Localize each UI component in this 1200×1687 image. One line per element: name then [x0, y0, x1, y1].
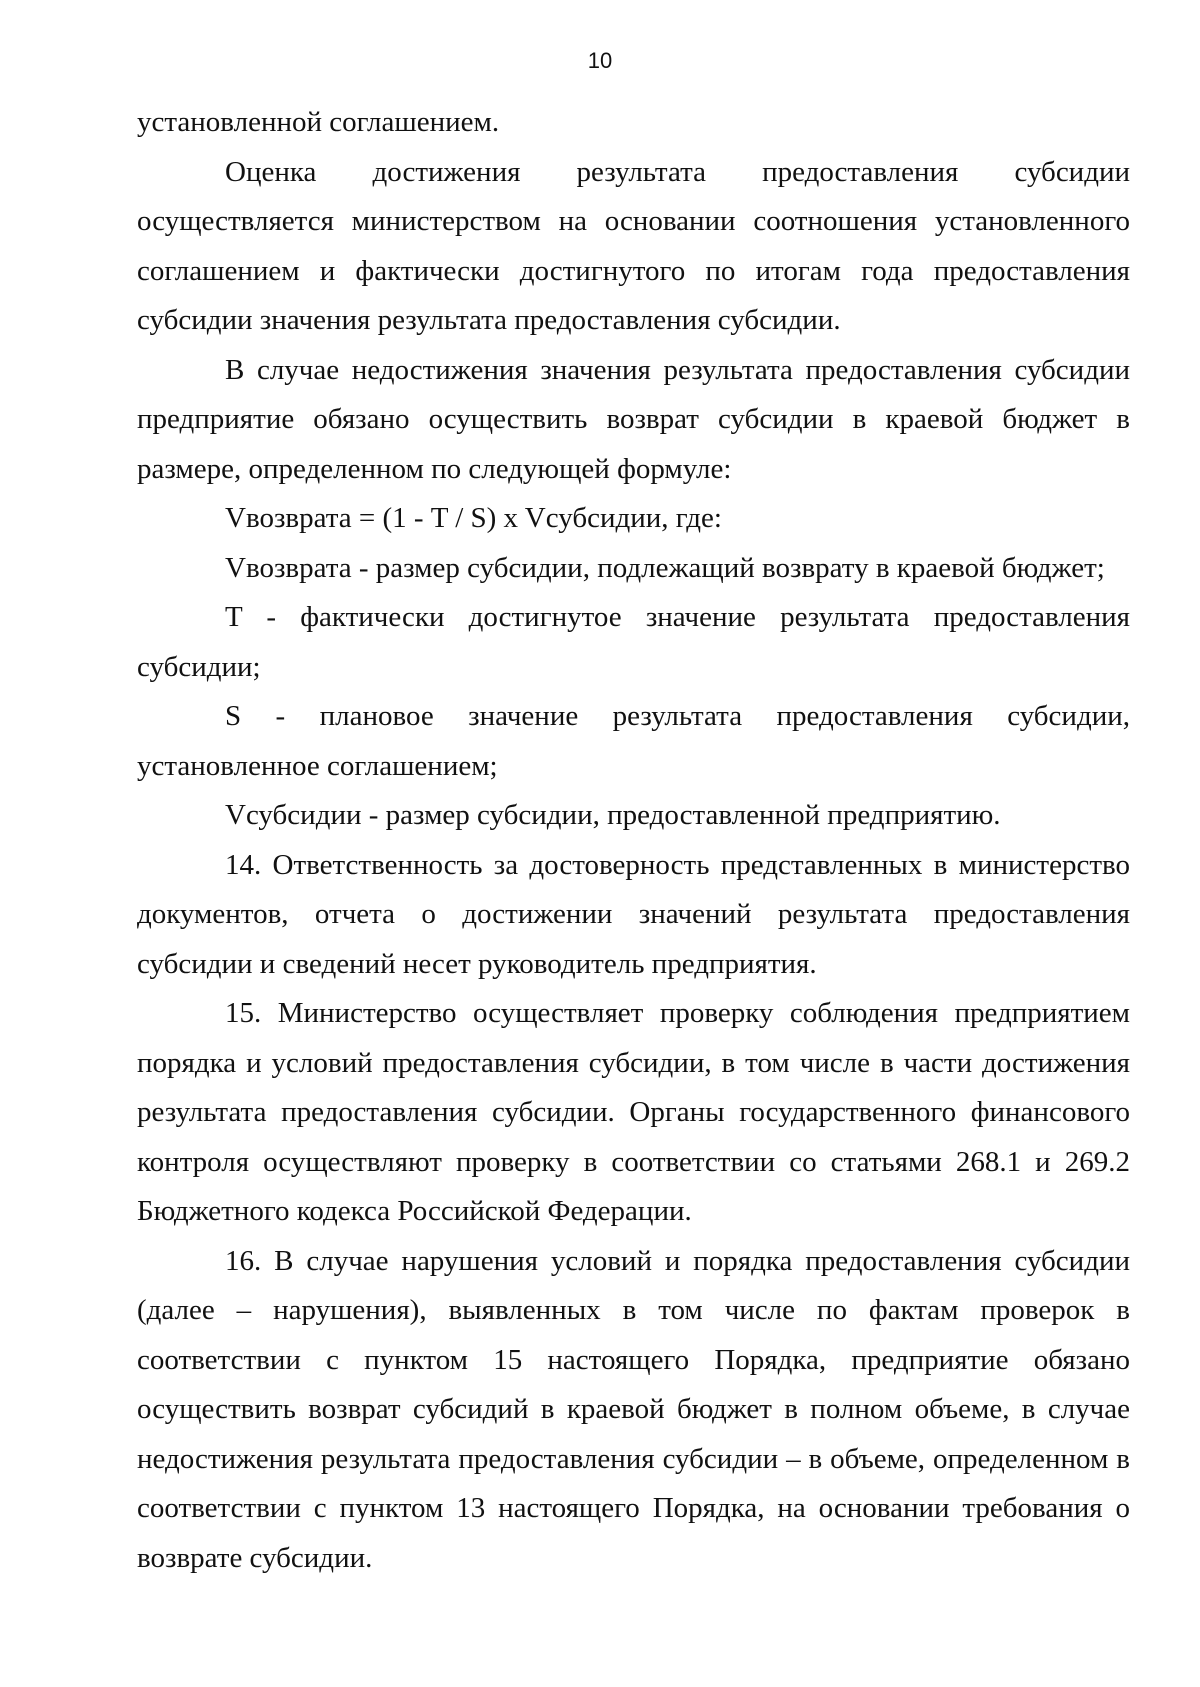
definition-s: S - плановое значение результата предоставления субсидии, установленное соглашением;	[137, 700, 1130, 782]
paragraph-14: 14. Ответственность за достоверность представленных в министерство документов, отчета о достижении значений результата предоставления субсидии и сведений несет руководитель предприятия.	[137, 848, 1130, 980]
definition-t: T - фактически достигнутое значение результата предоставления субсидии;	[137, 601, 1130, 683]
formula: Vвозврата = (1 - T / S) x Vсубсидии, где:	[225, 502, 722, 534]
continuation-line: установленной соглашением.	[137, 106, 500, 138]
paragraph-return-case: В случае недостижения значения результата предоставления субсидии предприятие обязано осуществить возврат субсидии в краевой бюджет в размере, определенном по следующей формуле:	[137, 353, 1130, 485]
document-body	[137, 98, 1130, 1583]
paragraph-15: 15. Министерство осуществляет проверку соблюдения предприятием порядка и условий предоставления субсидии, в том числе в части достижения результата предоставления субсидии. Органы государственного финансового контроля осуществляют проверку в соответствии со статьями 268.1 и 269.2 Бюджетного кодекса Российской Федерации.	[137, 997, 1130, 1227]
definition-v-subsidy: Vсубсидии - размер субсидии, предоставленной предприятию.	[225, 799, 1001, 831]
paragraph-evaluation: Оценка достижения результата предоставления субсидии осуществляется министерством на основании соотношения установленного соглашением и фактически достигнутого по итогам года предоставления субсидии значения результата предоставления субсидии.	[137, 155, 1130, 336]
paragraph-16: 16. В случае нарушения условий и порядка предоставления субсидии (далее – нарушения), выявленных в том числе по фактам проверок в соответствии с пунктом 15 настоящего Порядка, предприятие обязано осуществить возврат субсидий в краевой бюджет в полном объеме, в случае недостижения результата предоставления субсидии – в объеме, определенном в соответствии с пунктом 13 настоящего Порядка, на основании требования о возврате субсидии.	[137, 1244, 1130, 1574]
definition-v-return: Vвозврата - размер субсидии, подлежащий возврату в краевой бюджет;	[225, 551, 1105, 584]
page-number: 10	[587, 48, 613, 73]
